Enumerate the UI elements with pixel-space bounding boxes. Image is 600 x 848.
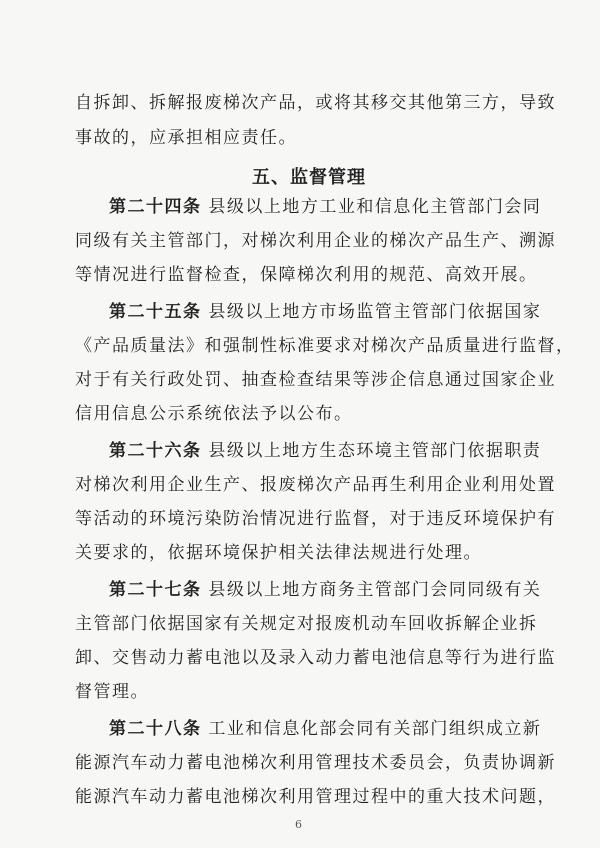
article-25-number: 第二十五条: [109, 302, 202, 322]
intro-line-2: 事故的，应承担相应责任。: [75, 128, 297, 148]
article-25-text: 县级以上地方市场监管主管部门依据国家: [208, 302, 542, 322]
article-26-first-line: [109, 441, 541, 461]
article-27-line-4: 督管理。: [75, 682, 149, 702]
article-25-line-3: 对于有关行政处罚、抽查检查结果等涉企信息通过国家企业: [75, 370, 556, 390]
intro-line-1: 自拆卸、拆解报废梯次产品，或将其移交其他第三方，导致: [75, 93, 556, 113]
article-27-line-3: 卸、交售动力蓄电池以及录入动力蓄电池信息等行为进行监: [75, 648, 556, 668]
article-26-text: 县级以上地方生态环境主管部门依据职责: [208, 441, 542, 461]
article-27-number: 第二十七条: [109, 580, 202, 600]
section-heading: 五、监督管理: [252, 167, 366, 188]
page-number: 6: [295, 818, 302, 831]
article-27-line-2: 主管部门依据国家有关规定对报废机动车回收拆解企业拆: [75, 614, 538, 634]
article-26-line-4: 关要求的，依据环境保护相关法律法规进行处理。: [75, 543, 482, 563]
article-25-first-line: [109, 302, 541, 322]
article-24-text: 县级以上地方工业和信息化主管部门会同: [208, 197, 542, 217]
article-24-line-2: 同级有关主管部门，对梯次利用企业的梯次产品生产、溯源: [75, 231, 556, 251]
article-28-first-line: [109, 719, 541, 739]
article-25-line-4: 信用信息公示系统依法予以公布。: [75, 404, 353, 424]
article-28-text: 工业和信息化部会同有关部门组织成立新: [208, 719, 542, 739]
article-24-line-3: 等情况进行监督检查，保障梯次利用的规范、高效开展。: [75, 265, 538, 285]
article-27-first-line: [109, 580, 541, 600]
article-24-number: 第二十四条: [109, 197, 202, 217]
article-26-line-3: 等活动的环境污染防治情况进行监督，对于违反环境保护有: [75, 509, 556, 529]
article-27-text: 县级以上地方商务主管部门会同同级有关: [208, 580, 542, 600]
article-28-line-2: 能源汽车动力蓄电池梯次利用管理技术委员会，负责协调新: [75, 753, 556, 773]
article-28-number: 第二十八条: [109, 719, 202, 739]
article-25-line-2: 《产品质量法》和强制性标准要求对梯次产品质量进行监督，: [75, 336, 575, 356]
article-24-first-line: [109, 197, 541, 217]
article-28-line-3: 能源汽车动力蓄电池梯次利用管理过程中的重大技术问题，: [75, 787, 556, 807]
article-26-line-2: 对梯次利用企业生产、报废梯次产品再生利用企业利用处置: [75, 475, 556, 495]
article-26-number: 第二十六条: [109, 441, 202, 461]
